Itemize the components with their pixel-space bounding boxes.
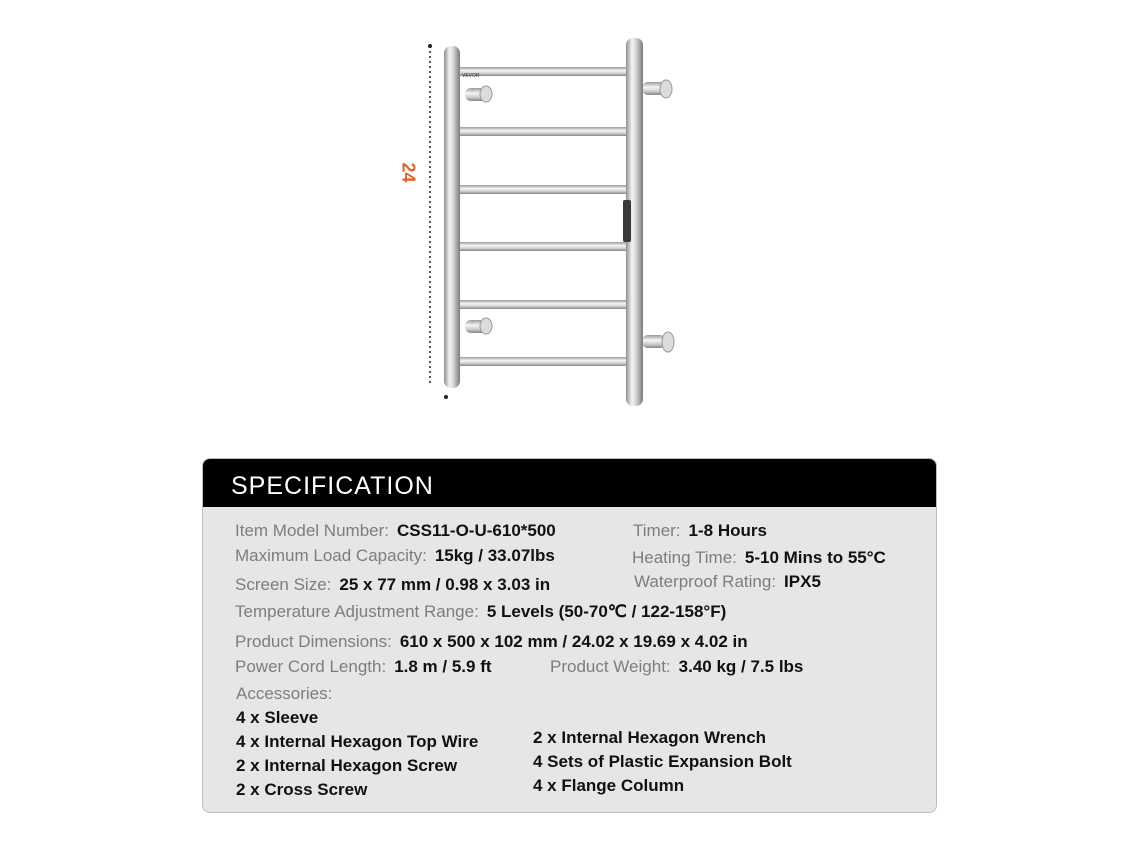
accessory-item: 4 x Sleeve bbox=[236, 708, 319, 727]
spec-value: 25 x 77 mm / 0.98 x 3.03 in bbox=[339, 575, 551, 594]
spec-label: Temperature Adjustment Range: bbox=[235, 602, 479, 621]
dimension-dot-top bbox=[428, 44, 432, 48]
wall-bracket-top-right bbox=[642, 80, 672, 98]
accessory-item: 2 x Internal Hexagon Wrench bbox=[533, 728, 767, 747]
spec-value: 1-8 Hours bbox=[688, 521, 767, 540]
control-panel bbox=[623, 200, 631, 242]
spec-cord bbox=[235, 657, 492, 677]
spec-label: Power Cord Length: bbox=[235, 657, 387, 676]
spec-value: 3.40 kg / 7.5 lbs bbox=[678, 657, 804, 676]
spec-value: IPX5 bbox=[784, 572, 821, 591]
spec-timer bbox=[633, 521, 767, 541]
accessory-item: 2 x Internal Hexagon Screw bbox=[236, 756, 458, 775]
spec-weight bbox=[550, 657, 803, 677]
towel-bar bbox=[454, 242, 630, 251]
spec-load bbox=[235, 546, 555, 566]
spec-model bbox=[235, 521, 556, 541]
spec-label: Product Weight: bbox=[550, 657, 671, 676]
left-post bbox=[444, 46, 460, 388]
spec-label: Maximum Load Capacity: bbox=[235, 546, 427, 565]
towel-bar bbox=[454, 185, 630, 194]
spec-value: 1.8 m / 5.9 ft bbox=[394, 657, 492, 676]
accessory-item: 4 x Flange Column bbox=[533, 776, 685, 795]
brand-logo: VEVOR bbox=[462, 73, 480, 79]
spec-label: Heating Time: bbox=[632, 548, 737, 567]
accessories-label: Accessories: bbox=[236, 684, 333, 703]
wall-bracket-top-left bbox=[465, 86, 492, 102]
wall-bracket-bottom-right bbox=[642, 332, 674, 352]
spec-waterproof bbox=[634, 572, 821, 592]
specification-card bbox=[202, 458, 937, 813]
towel-bar bbox=[454, 127, 630, 136]
spec-label: Waterproof Rating: bbox=[634, 572, 777, 591]
spec-label: Product Dimensions: bbox=[235, 632, 392, 651]
accessories-heading bbox=[236, 684, 332, 704]
specification-title: SPECIFICATION bbox=[203, 459, 936, 507]
towel-bar bbox=[454, 357, 630, 366]
towel-bar bbox=[454, 300, 630, 309]
spec-value: CSS11-O-U-610*500 bbox=[397, 521, 556, 540]
accessory-item: 4 Sets of Plastic Expansion Bolt bbox=[533, 752, 792, 771]
spec-value: 5 Levels (50-70℃ / 122-158°F) bbox=[486, 602, 727, 621]
towel-bar bbox=[454, 67, 630, 76]
wall-bracket-bottom-left bbox=[465, 318, 492, 334]
spec-value: 5-10 Mins to 55°C bbox=[744, 548, 886, 567]
spec-heating bbox=[632, 548, 886, 568]
spec-label: Timer: bbox=[633, 521, 681, 540]
spec-label: Screen Size: bbox=[235, 575, 332, 594]
spec-temperature bbox=[235, 602, 726, 622]
dimension-dot-bottom bbox=[444, 395, 448, 399]
towel-warmer-image bbox=[380, 30, 720, 415]
spec-label: Item Model Number: bbox=[235, 521, 389, 540]
accessory-item: 2 x Cross Screw bbox=[236, 780, 368, 799]
spec-screen bbox=[235, 575, 550, 595]
spec-dimensions bbox=[235, 632, 748, 652]
accessory-item: 4 x Internal Hexagon Top Wire bbox=[236, 732, 479, 751]
dimension-label: 24 bbox=[398, 162, 419, 183]
spec-value: 15kg / 33.07lbs bbox=[434, 546, 555, 565]
spec-value: 610 x 500 x 102 mm / 24.02 x 19.69 x 4.02 in bbox=[399, 632, 748, 651]
